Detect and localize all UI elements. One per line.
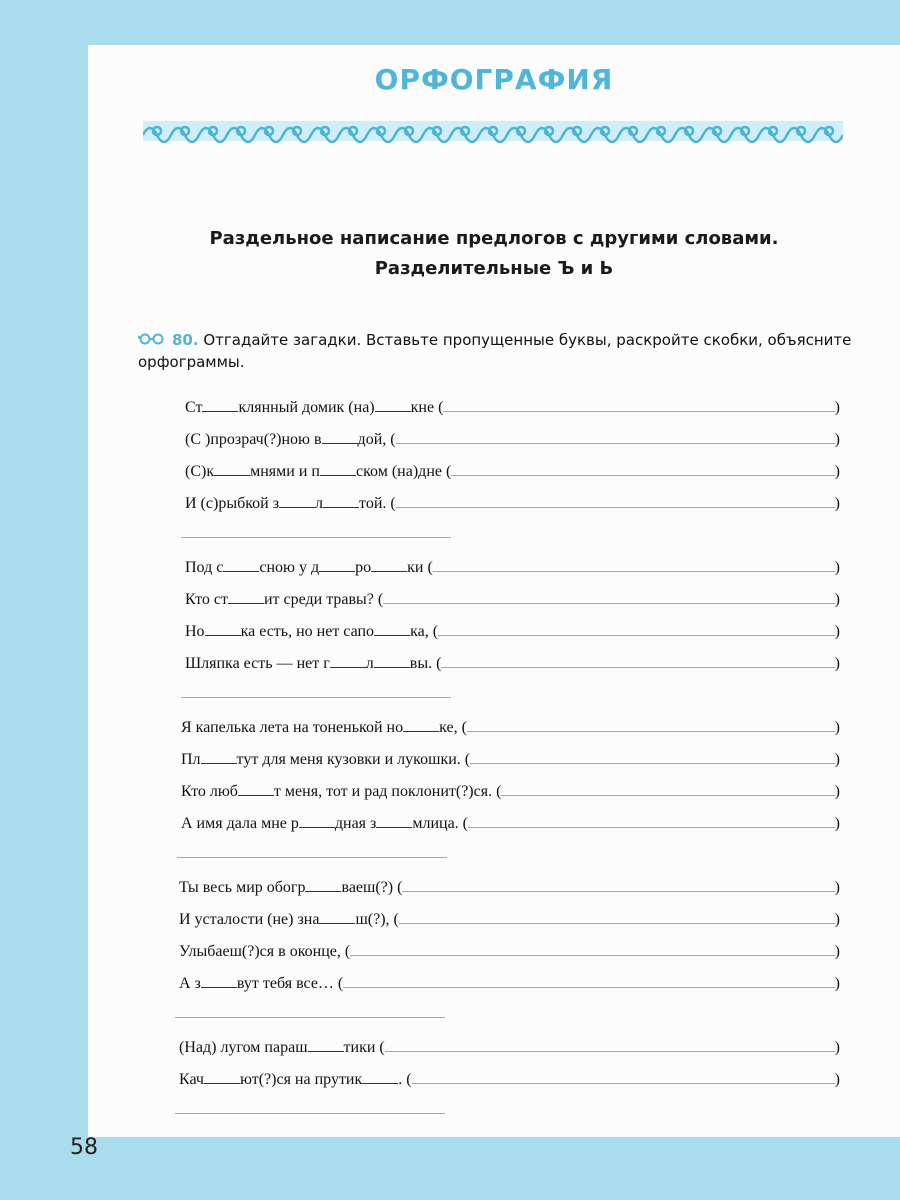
riddle-text: Шляпка есть — нет г	[185, 655, 330, 672]
close-paren: )	[834, 751, 840, 768]
riddle-text: И усталости (не) зна	[179, 911, 320, 928]
letter-blank[interactable]	[320, 461, 356, 476]
letter-blank[interactable]	[202, 397, 238, 412]
riddle-text: ки (	[407, 559, 433, 576]
riddle-text: ро	[355, 559, 372, 576]
riddle-text: л	[315, 495, 324, 512]
section-title-line2: Разделительные Ъ и Ь	[374, 258, 614, 279]
letter-blank[interactable]	[330, 653, 366, 668]
riddle-text: ют(?)ся на прутик	[239, 1071, 363, 1088]
letter-blank[interactable]	[322, 429, 358, 444]
riddle-text: ит среди травы? (	[263, 591, 384, 608]
riddle-text: ка, (	[410, 623, 439, 640]
riddle-text: Кто люб	[181, 783, 238, 800]
answer-line[interactable]	[350, 939, 834, 956]
letter-blank[interactable]	[376, 813, 412, 828]
close-paren: )	[834, 943, 840, 960]
close-paren: )	[834, 623, 840, 640]
close-paren: )	[834, 815, 840, 832]
riddle-line	[185, 427, 840, 449]
close-paren: )	[834, 559, 840, 576]
answer-line[interactable]	[433, 555, 835, 572]
letter-blank[interactable]	[319, 557, 355, 572]
letter-blank[interactable]	[279, 493, 315, 508]
riddle-line	[185, 555, 840, 577]
answer-line[interactable]	[402, 875, 834, 892]
extra-answer-line[interactable]	[177, 857, 447, 858]
letter-blank[interactable]	[238, 781, 274, 796]
riddle-text: клянный домик (на)	[238, 399, 375, 416]
riddle-text: И (с)рыбкой з	[185, 495, 280, 512]
letter-blank[interactable]	[204, 1069, 240, 1084]
answer-line[interactable]	[396, 427, 835, 444]
riddle-line	[181, 779, 840, 801]
page-header-title: ОРФОГРАФИЯ	[374, 63, 614, 96]
task-instruction	[138, 329, 858, 373]
close-paren: )	[834, 591, 840, 608]
section-title-line1: Раздельное написание предлогов с другими словами.	[209, 228, 779, 249]
letter-blank[interactable]	[362, 1069, 398, 1084]
riddle-text: ваеш(?) (	[341, 879, 403, 896]
answer-line[interactable]	[467, 715, 835, 732]
answer-line[interactable]	[443, 395, 834, 412]
riddle-text: Я капелька лета на тоненькой но	[181, 719, 404, 736]
letter-blank[interactable]	[308, 1037, 344, 1052]
background-letters	[0, 0, 18, 60]
riddle-text: дой, (	[357, 431, 396, 448]
extra-answer-line[interactable]	[175, 1113, 445, 1114]
close-paren: )	[834, 1071, 840, 1088]
riddle-text: (С)к	[185, 463, 215, 480]
riddle-line	[185, 491, 840, 513]
answer-line[interactable]	[383, 587, 834, 604]
answer-line[interactable]	[438, 619, 835, 636]
riddle-text: Ты весь мир обогр	[179, 879, 306, 896]
riddle-line	[181, 747, 840, 769]
answer-line[interactable]	[396, 491, 835, 508]
riddle-line	[185, 459, 840, 481]
answer-line[interactable]	[451, 459, 834, 476]
close-paren: )	[834, 879, 840, 896]
riddle-line	[179, 1035, 840, 1057]
letter-blank[interactable]	[228, 589, 264, 604]
answer-line[interactable]	[343, 971, 834, 988]
riddle-line	[181, 715, 840, 737]
riddle-text: Кач	[179, 1071, 204, 1088]
letter-blank[interactable]	[223, 557, 259, 572]
glasses-icon	[138, 329, 172, 351]
riddle-text: вут тебя все… (	[236, 975, 344, 992]
letter-blank[interactable]	[214, 461, 250, 476]
close-paren: )	[834, 719, 840, 736]
riddle-line	[185, 395, 840, 417]
close-paren: )	[834, 655, 840, 672]
riddle-text: ка есть, но нет сапо	[240, 623, 375, 640]
letter-blank[interactable]	[374, 621, 410, 636]
riddle-text: Улыбаеш(?)ся в оконце, (	[179, 943, 351, 960]
riddle-line	[179, 971, 840, 993]
riddle-line	[179, 1067, 840, 1089]
answer-line[interactable]	[501, 779, 834, 796]
answer-line[interactable]	[385, 1035, 835, 1052]
riddle-text: А имя дала мне р	[181, 815, 299, 832]
extra-answer-line[interactable]	[175, 1017, 445, 1018]
close-paren: )	[834, 463, 840, 480]
riddle-text: т меня, тот и рад поклонит(?)ся. (	[273, 783, 502, 800]
answer-line[interactable]	[412, 1067, 835, 1084]
extra-answer-line[interactable]	[181, 537, 451, 538]
close-paren: )	[834, 975, 840, 992]
answer-line[interactable]	[470, 747, 835, 764]
letter-blank[interactable]	[319, 909, 355, 924]
close-paren: )	[834, 399, 840, 416]
riddle-text: Под с	[185, 559, 224, 576]
riddle-text: Но	[185, 623, 205, 640]
riddle-text: ке, (	[439, 719, 467, 736]
task-text: Отгадайте загадки. Вставьте пропущенные буквы, раскройте скобки, объясните орфограммы.	[138, 331, 852, 371]
riddle-text: (С )прозрач(?)ною в	[185, 431, 322, 448]
letter-blank[interactable]	[403, 717, 439, 732]
letter-blank[interactable]	[323, 493, 359, 508]
letter-blank[interactable]	[201, 749, 237, 764]
riddle-line	[185, 587, 840, 609]
riddle-text: тут для меня кузовки и лукошки. (	[236, 751, 471, 768]
riddle-text: . (	[398, 1071, 412, 1088]
riddle-line	[185, 651, 840, 673]
riddle-text: ш(?), (	[355, 911, 399, 928]
riddle-line	[179, 875, 840, 897]
riddle-text: А з	[179, 975, 201, 992]
letter-blank[interactable]	[371, 557, 407, 572]
close-paren: )	[834, 431, 840, 448]
close-paren: )	[834, 1039, 840, 1056]
riddle-text: дная з	[334, 815, 377, 832]
letter-blank[interactable]	[205, 621, 241, 636]
riddle-line	[185, 619, 840, 641]
riddle-text: Ст	[185, 399, 203, 416]
riddle-line	[179, 907, 840, 929]
page-number: 58	[70, 1135, 98, 1160]
letter-blank[interactable]	[374, 653, 410, 668]
riddle-line	[179, 939, 840, 961]
answer-line[interactable]	[441, 651, 834, 668]
riddle-line	[181, 811, 840, 833]
riddle-text: мнями и п	[250, 463, 320, 480]
page	[88, 45, 900, 1137]
riddle-text: Пл	[181, 751, 201, 768]
letter-blank[interactable]	[305, 877, 341, 892]
task-number: 80.	[172, 331, 199, 349]
extra-answer-line[interactable]	[181, 697, 451, 698]
riddle-text: кне (	[410, 399, 444, 416]
close-paren: )	[834, 495, 840, 512]
riddle-text: сною у д	[259, 559, 320, 576]
riddle-text: вы. (	[409, 655, 442, 672]
letter-blank[interactable]	[375, 397, 411, 412]
answer-line[interactable]	[468, 811, 835, 828]
riddle-text: той. (	[359, 495, 396, 512]
letter-blank[interactable]	[201, 973, 237, 988]
riddle-text: (Над) лугом параш	[179, 1039, 308, 1056]
wave-ornament	[143, 113, 843, 149]
riddle-text: л	[365, 655, 374, 672]
riddle-text: тики (	[343, 1039, 385, 1056]
riddle-text: ском (на)дне (	[355, 463, 452, 480]
close-paren: )	[834, 911, 840, 928]
answer-line[interactable]	[399, 907, 835, 924]
riddle-text: млица. (	[412, 815, 469, 832]
close-paren: )	[834, 783, 840, 800]
letter-blank[interactable]	[299, 813, 335, 828]
riddle-text: Кто ст	[185, 591, 228, 608]
